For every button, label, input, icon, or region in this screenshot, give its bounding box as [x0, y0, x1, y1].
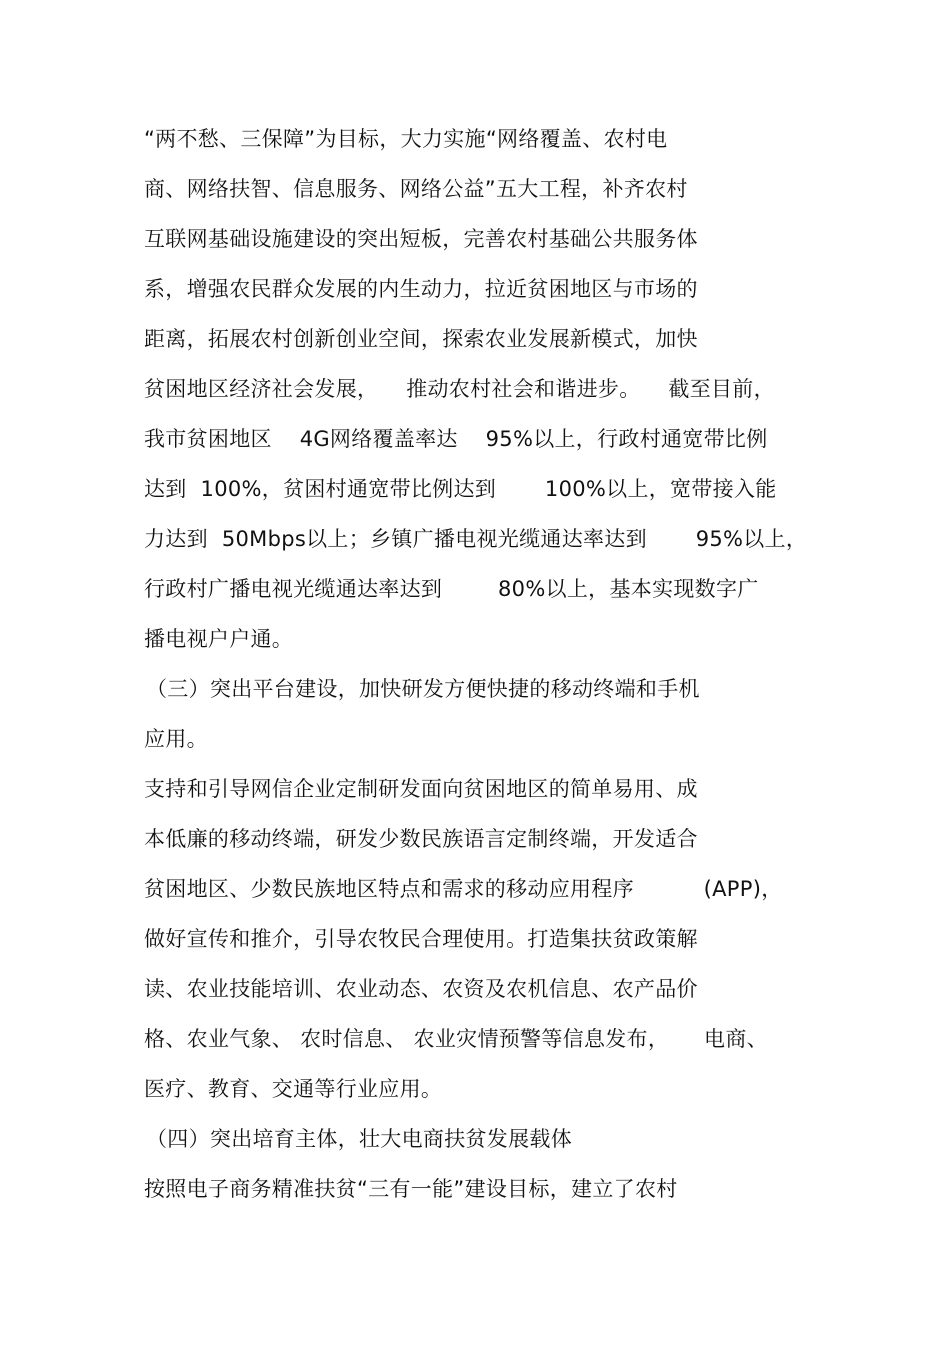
text-line: 距离，拓展农村创新创业空间，探索农业发展新模式，加快: [144, 327, 698, 351]
text-line: 本低廉的移动终端，研发少数民族语言定制终端，开发适合: [144, 827, 698, 851]
text-line: 达到 100%，贫困村通宽带比例达到 100%以上，宽带接入能: [144, 477, 777, 501]
text-line: 做好宣传和推介，引导农牧民合理使用。打造集扶贫政策解: [144, 927, 698, 951]
text-line: “两不愁、三保障”为目标，大力实施“网络覆盖、农村电: [144, 127, 668, 151]
section-heading: （四）突出培育主体，壮大电商扶贫发展载体: [146, 1127, 572, 1151]
text-line: 播电视户户通。: [144, 627, 294, 651]
section-heading: （三）突出平台建设，加快研发方便快捷的移动终端和手机: [146, 677, 700, 701]
text-line: 贫困地区经济社会发展， 推动农村社会和谐进步。 截至目前，: [144, 377, 775, 401]
text-line: 商、网络扶智、信息服务、网络公益”五大工程，补齐农村: [144, 177, 688, 201]
text-line: 医疗、教育、交通等行业应用。: [144, 1077, 443, 1101]
section-heading: 应用。: [144, 727, 208, 751]
text-line: 支持和引导网信企业定制研发面向贫困地区的简单易用、成: [144, 777, 698, 801]
text-line: 行政村广播电视光缆通达率达到 80%以上，基本实现数字广: [144, 577, 759, 601]
text-line: 我市贫困地区 4G网络覆盖率达 95%以上，行政村通宽带比例: [144, 427, 768, 451]
text-line: 力达到 50Mbps以上；乡镇广播电视光缆通达率达到 95%以上，: [144, 527, 808, 551]
text-line: 系，增强农民群众发展的内生动力，拉近贫困地区与市场的: [144, 277, 698, 301]
text-line: 互联网基础设施建设的突出短板，完善农村基础公共服务体: [144, 227, 698, 251]
text-line: 贫困地区、少数民族地区特点和需求的移动应用程序 (APP)，: [144, 877, 783, 901]
text-line: 格、农业气象、 农时信息、 农业灾情预警等信息发布， 电商、: [144, 1027, 768, 1051]
text-line: 读、农业技能培训、农业动态、农资及农机信息、农产品价: [144, 977, 698, 1001]
text-line: 按照电子商务精准扶贫“三有一能”建设目标，建立了农村: [144, 1177, 678, 1201]
